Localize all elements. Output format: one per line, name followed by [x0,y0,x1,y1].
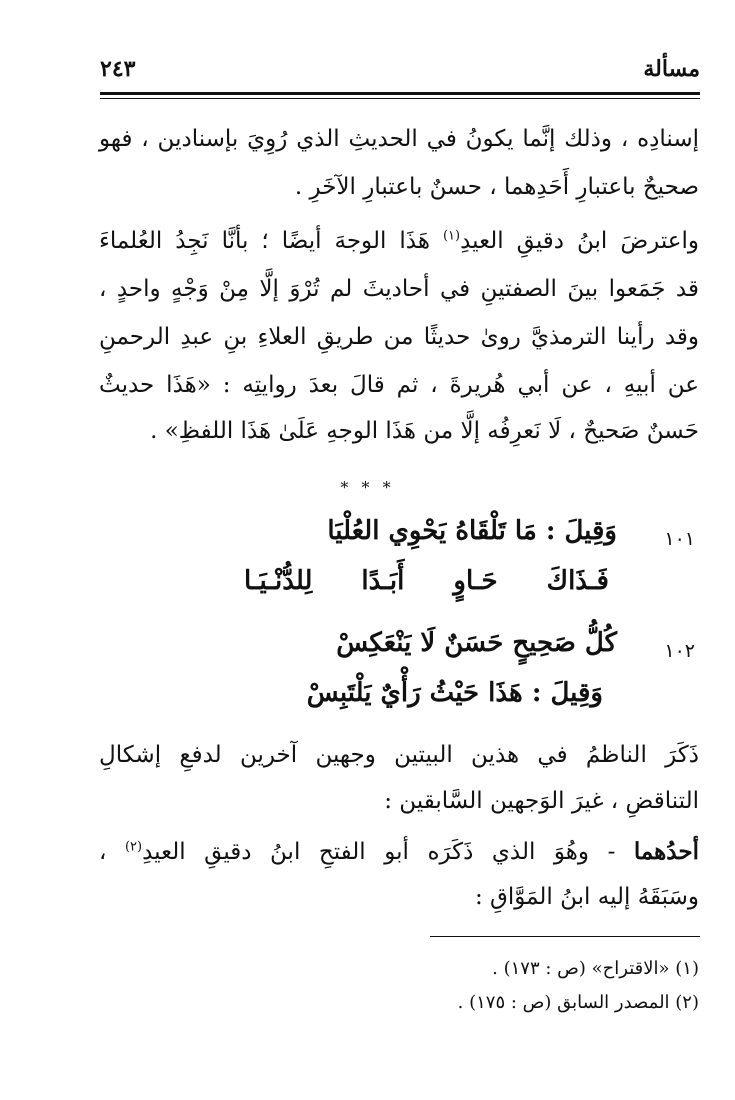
paragraph-1-line-2: صحيحٌ باعتبارِ أَحَدِهما ، حسنٌ باعتبارِ الآخَرِ . [294,174,699,200]
paragraph-3-line-1: ذَكَرَ الناظمُ في هذين البيتين وجهين آخرين لدفعِ إشكالِ [99,742,699,768]
verse-102-hemistich-1: كُلُّ صَحِيحٍ حَسَنٌ لَا يَنْعَكِسْ [336,628,617,658]
section-ornament: * * * [340,478,395,497]
page-number: ٢٤٣ [100,56,136,82]
footnote-separator [430,936,700,937]
paragraph-4-lead: أحدُهما [633,838,699,865]
paragraph-4-line-1 [99,838,699,867]
paragraph-2-line-5: حَسنٌ صَحيحٌ ، لَا نَعرِفُه إلَّا من هَذَا الوجهِ عَلَىٰ هَذَا اللفظِ» . [150,418,699,444]
paragraph-2-line-2: قد جَمَعوا بينَ الصفتينِ في أحاديثَ لم تُرْوَ إلَّا مِنْ وَجْهٍ واحدٍ ، [99,276,699,302]
paragraph-2-line-4: عن أبيهِ ، عن أبي هُريرةَ ، ثم قالَ بعدَ روايتِه : «هَذَا حديثٌ [99,372,699,398]
verse-101-hemistich-2: فَـذَاكَ حَـاوٍ أَبَـدًا لِلدُّنْـيَـا [243,566,609,596]
paragraph-4-line-2: وسَبَقَهُ إليه ابنُ المَوَّاقِ : [474,884,699,910]
header-rule-thick [100,92,700,95]
paragraph-1-line-1: إسنادِه ، وذلك إنَّما يكونُ في الحديثِ الذي رُوِيَ بإسنادين ، فهو [99,126,699,152]
footnote-1: (١) «الاقتراح» (ص : ١٧٣) . [492,958,699,979]
footnote-ref-2: (٢) [124,839,143,855]
footnote-ref-1: (١) [442,228,461,244]
paragraph-4-line-1-end: ، [99,839,125,865]
paragraph-2-line-1 [99,228,699,256]
paragraph-2-line-1-start: واعترضَ ابنُ دقيقِ العيدِ [460,228,699,254]
verse-number-102: ١٠٢ [664,640,695,662]
verse-101-hemistich-1: وَقِيلَ : مَا تَلْقَاهُ يَحْوِي العُلْيَا [327,516,617,546]
footnote-2: (٢) المصدر السابق (ص : ١٧٥) . [457,992,699,1013]
header-rule-thin [100,98,700,99]
paragraph-3-line-2: التناقضِ ، غيرَ الوَجهين السَّابقين : [384,788,699,814]
verse-number-101: ١٠١ [664,528,695,550]
page-header [100,52,700,88]
paragraph-2-line-3: وقد رأينا الترمذيَّ روىٰ حديثًا من طريقِ العلاءِ بنِ عبدِ الرحمنِ [99,324,699,350]
running-title: مسألة [643,56,700,82]
paragraph-2-line-1-end: هَذَا الوجهَ أيضًا ؛ بأنَّا نَجِدُ العُلماءَ [99,228,443,254]
verse-102-hemistich-2: وَقِيلَ : هَذَا حَيْثُ رَأْيٌ يَلْتَبِسْ [306,678,603,708]
paragraph-4-line-1-rest: - وهُوَ الذي ذَكَرَه أبو الفتحِ ابنُ دقيقِ العيدِ [142,839,634,865]
